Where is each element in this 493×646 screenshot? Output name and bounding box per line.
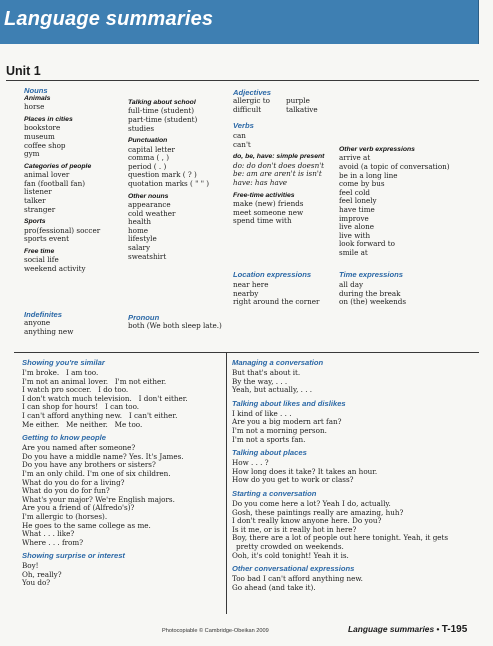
list-item: What do you do for a living? [22, 477, 125, 487]
other-conv-heading: Other conversational expressions [232, 564, 355, 574]
list-item: home [128, 225, 149, 235]
lower-left-block [22, 358, 188, 588]
list-item: How do you get to work or class? [232, 475, 354, 485]
dobehave-heading: do, be, have: simple present [233, 153, 325, 161]
list-item: I watch pro soccer. I do too. [22, 385, 129, 395]
col-location [233, 270, 320, 307]
list-item: museum [24, 132, 55, 141]
col-nouns [24, 86, 100, 273]
list-item: Do you come here a lot? Yeah I do, actually. [232, 498, 391, 508]
list-item: smile at [339, 247, 368, 257]
list-item: live with [339, 230, 371, 240]
list-item: I'm not a morning person. [232, 425, 327, 435]
list-item: Gosh, these paintings really are amazing, huh? [232, 507, 404, 517]
col-school [128, 99, 209, 261]
list-item: allergic to [233, 96, 270, 105]
unit-heading: Unit 1 [6, 64, 41, 78]
list-item: What's your major? We're English majors. [22, 494, 175, 504]
location-heading: Location expressions [233, 270, 312, 279]
list-item: animal lover [24, 170, 70, 180]
list-item: horse [24, 102, 45, 112]
list-item: health [128, 217, 151, 227]
nouns-heading: Nouns [24, 86, 48, 95]
list-item: He goes to the same college as me. [22, 520, 151, 530]
lower-right-block [232, 358, 448, 592]
page-title: Language summaries [4, 8, 214, 30]
list-item: By the way, . . . [232, 376, 288, 386]
list-item: have time [339, 204, 375, 214]
other-verbs-heading: Other verb expressions [339, 146, 415, 153]
know-people-heading: Getting to know people [22, 433, 106, 443]
list-item: Me either. Me neither. Me too. [22, 419, 143, 429]
list-item: Boy, there are a lot of people out here tonight. Yeah, it gets [232, 533, 449, 543]
list-item: avoid (a topic of conversation) [339, 162, 450, 171]
section-rule [14, 352, 479, 353]
freetime-activities-heading: Free-time activities [233, 191, 295, 199]
list-item: feel cold [339, 187, 371, 197]
list-item: cold weather [128, 208, 176, 218]
list-item: nearby [233, 288, 259, 298]
list-item: make (new) friends [233, 198, 304, 208]
column-rule [226, 352, 227, 614]
list-item: I don't really know anyone here. Do you? [232, 516, 382, 526]
list-item: Are you a big modern art fan? [232, 417, 342, 427]
list-item: capital letter [128, 144, 175, 154]
col-time [339, 270, 406, 307]
list-item: bookstore [24, 123, 61, 133]
list-item: I kind of like . . . [232, 408, 292, 418]
col-indefinites [24, 310, 73, 336]
list-item: I'm not an animal lover. I'm not either. [22, 376, 167, 386]
list-item: How long does it take? It takes an hour. [232, 466, 378, 476]
list-item: pretty crowded on weekends. [236, 541, 344, 551]
list-item: gym [24, 149, 40, 159]
list-item: spend time with [233, 216, 292, 226]
list-item: listener [24, 187, 52, 197]
list-item: period ( . ) [128, 161, 167, 171]
list-item: stranger [24, 204, 56, 214]
list-item: improve [339, 213, 369, 223]
list-item: How . . . ? [232, 458, 269, 468]
list-item: weekend activity [24, 263, 86, 273]
list-item: pro(fessional) soccer [24, 225, 101, 235]
pronoun-heading: Pronoun [128, 313, 160, 322]
list-item: studies [128, 123, 155, 133]
list-item: comma ( , ) [128, 153, 170, 163]
copyright-note: Photocopiable © Cambridge-Obeikan 2009 [162, 628, 269, 634]
list-item: Yeah, but actually, . . . [232, 385, 313, 395]
list-item: talker [24, 195, 46, 205]
list-item: feel lonely [339, 196, 377, 206]
list-item: do: do don't does doesn't [233, 160, 325, 170]
list-item: can [233, 131, 246, 141]
list-item: I'm broke. I am too. [22, 368, 99, 377]
list-item: on (the) weekends [339, 297, 407, 307]
list-item: Are you a friend of (Alfredo's)? [22, 503, 135, 513]
list-item: You do? [22, 578, 51, 588]
likes-heading: Talking about likes and dislikes [232, 398, 346, 408]
list-item: social life [24, 255, 59, 265]
list-item: full-time (student) [128, 106, 195, 116]
school-heading: Talking about school [128, 99, 196, 106]
title-banner [0, 0, 479, 44]
list-item: Do you have a middle name? Yes. It's James. [22, 451, 184, 461]
list-item: anyone [24, 318, 51, 327]
list-item: But that's about it. [232, 368, 301, 377]
list-item: difficult [233, 104, 262, 114]
list-item: Do you have any brothers or sisters? [22, 460, 156, 470]
manage-heading: Managing a conversation [232, 358, 324, 367]
places-talk-heading: Talking about places [232, 448, 307, 458]
list-item: part-time (student) [128, 115, 198, 124]
list-item: coffee shop [24, 140, 66, 150]
list-item: Where . . . from? [22, 537, 84, 547]
other-nouns-heading: Other nouns [128, 192, 169, 200]
list-item: be: am are aren't is isn't [233, 169, 322, 179]
list-item: right around the corner [233, 297, 320, 307]
list-item: near here [233, 280, 269, 289]
list-item: I'm an only child. I'm one of six children. [22, 468, 171, 478]
list-item: quotation marks ( " " ) [128, 178, 210, 188]
list-item: question mark ( ? ) [128, 170, 197, 180]
people-heading: Categories of people [24, 162, 92, 170]
list-item: I don't watch much television. I don't either. [22, 393, 188, 403]
similar-heading: Showing you're similar [22, 358, 105, 367]
list-item: Too bad I can't afford anything new. [232, 574, 363, 584]
list-item: Ooh, it's cold tonight! Yeah it is. [232, 550, 349, 560]
list-item: salary [128, 242, 151, 252]
time-heading: Time expressions [339, 270, 404, 279]
list-item: Go ahead (and take it). [232, 582, 316, 592]
list-item: both (We both sleep late.) [128, 321, 222, 330]
sports-heading: Sports [24, 218, 46, 226]
page-number: T-195 [441, 624, 468, 635]
list-item: Is it me, or is it really hot in here? [232, 524, 357, 534]
list-item: arrive at [339, 153, 371, 163]
start-heading: Starting a conversation [232, 488, 317, 498]
animals-heading: Animals [24, 95, 51, 102]
adjectives-heading: Adjectives [233, 88, 271, 97]
freetime-heading: Free time [24, 247, 55, 255]
list-item: meet someone new [233, 207, 304, 217]
list-item: Boy! [22, 561, 39, 571]
list-item: all day [339, 280, 364, 289]
list-item: have: has have [233, 177, 288, 187]
list-item: purple [286, 96, 310, 105]
list-item: Are you named after someone? [22, 443, 136, 453]
list-item: What do you do for fun? [22, 486, 110, 496]
list-item: What . . . like? [22, 529, 75, 539]
list-item: be in a long line [339, 170, 398, 180]
list-item: sports event [24, 234, 69, 244]
list-item: can't [233, 139, 251, 149]
punctuation-heading: Punctuation [128, 137, 168, 145]
list-item: I can't afford anything new. I can't either. [22, 410, 178, 420]
unit-rule [6, 80, 479, 81]
list-item: I'm allergic to (horses). [22, 511, 108, 521]
surprise-heading: Showing surprise or interest [22, 551, 125, 561]
col-pronoun [128, 313, 222, 331]
list-item: lifestyle [128, 234, 157, 244]
col-adjectives [233, 88, 324, 226]
list-item: anything new [24, 326, 74, 336]
list-item: Oh, really? [22, 569, 62, 579]
list-item: come by bus [339, 179, 385, 189]
list-item: appearance [128, 199, 171, 209]
verbs-heading: Verbs [233, 121, 254, 131]
list-item: talkative [286, 104, 318, 114]
indefinites-heading: Indefinites [24, 310, 62, 319]
list-item: I'm not a sports fan. [232, 434, 306, 444]
list-item: sweatshirt [128, 251, 167, 261]
list-item: live alone [339, 222, 374, 232]
list-item: I can shop for hours! I can too. [22, 402, 140, 412]
list-item: look forward to [339, 239, 395, 249]
list-item: fan (football fan) [24, 178, 86, 188]
places-heading: Places in cities [24, 116, 73, 123]
col-other-verbs [339, 146, 450, 258]
footer-label: Language summaries • T-195 [348, 624, 468, 635]
list-item: during the break [339, 288, 401, 298]
